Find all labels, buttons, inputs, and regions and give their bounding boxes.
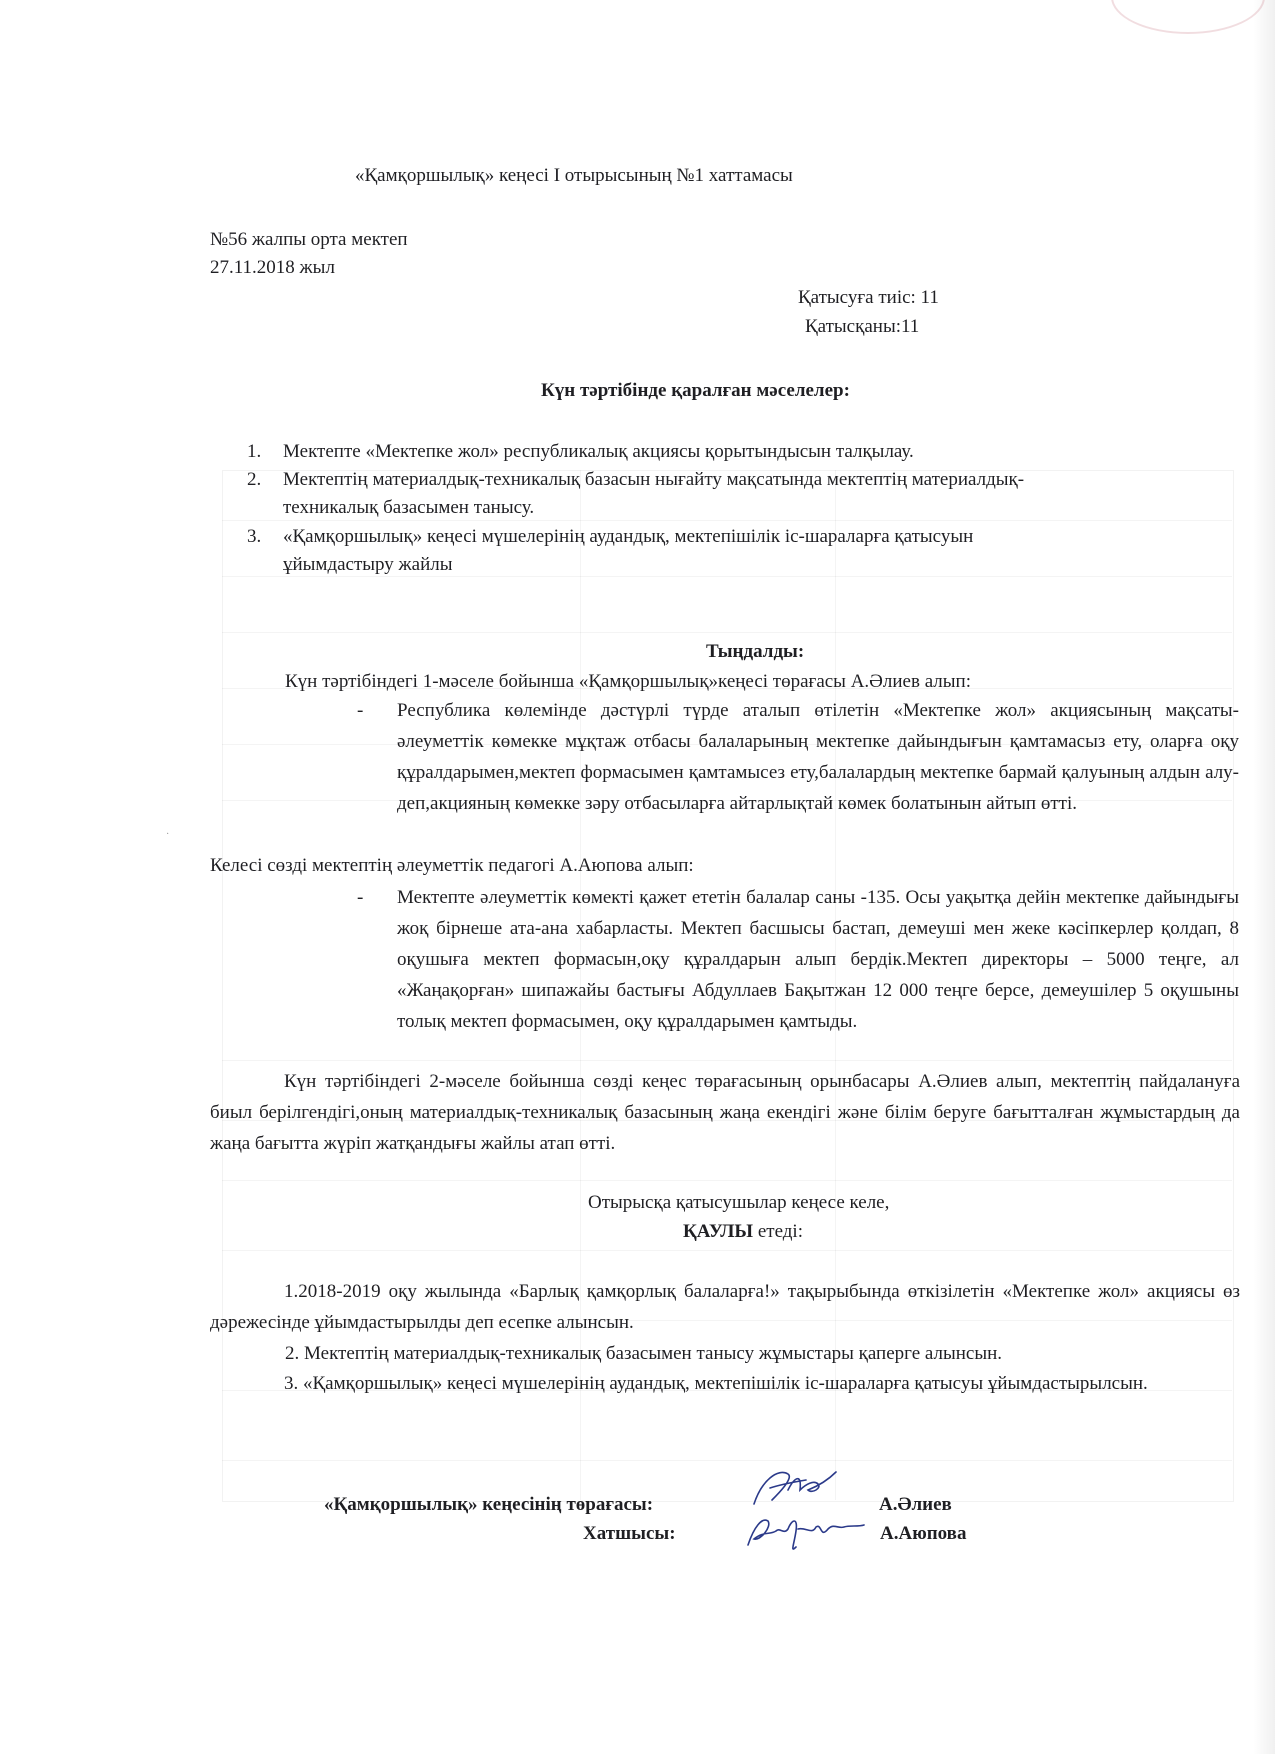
meeting-date: 27.11.2018 жыл: [210, 257, 335, 278]
agenda-item-text: Мектепте «Мектепке жол» республикалық акциясы қорытындысын талқылау.: [283, 441, 914, 462]
heard-heading: Тыңдалды:: [706, 641, 805, 662]
resolution-heading: [683, 1217, 803, 1247]
attendance-expected: Қатысуға тиіс: 11: [798, 287, 939, 308]
agenda-item-number: 3.: [247, 526, 262, 547]
heard-bullet-2: Мектепте әлеуметтік көмекті қажет ететін балалар саны -135. Осы уақытқа дейін мектепке дайындығы жоқ бірнеше ата-ана хабарласты. Мектеп басшысы бастап, демеуші мен жеке кәсіпкерлер қолдап, 8 оқушыға мектеп формасын,оқу құралдарын алып бердік.Мектеп директоры – 5000 теңге, ал «Жаңақорған» шипажайы бастығы Абдуллаев Бақытжан 12 000 теңге берсе, демеушілер 5 оқушыны толық мектеп формасымен, оқу құралдарымен қамтыды.: [397, 887, 1239, 1032]
attendance-present: Қатысқаны:11: [805, 316, 920, 337]
agenda-item-number: 1.: [247, 441, 262, 462]
resolution-item-2: 2. Мектептің материалдық-техникалық базасымен танысу жұмыстары қаперге алынсын.: [285, 1343, 1003, 1364]
secretary-label: Хатшысы:: [583, 1523, 676, 1544]
bullet-dash: -: [357, 887, 364, 908]
agenda-item-text: «Қамқоршылық» кеңесі мүшелерінің аудандық, мектепішілік іс-шараларға қатысуын: [283, 526, 974, 547]
agenda-item-number: 2.: [247, 469, 262, 490]
resolution-item-1: 1.2018-2019 оқу жылында «Барлық қамқорлық балаларға!» тақырыбында өткізілетін «Мектепке жол» акциясы өз дәрежесінде ұйымдастырылды деп есепке алынсын.: [210, 1281, 1240, 1333]
heard-intro-1: Күн тәртібіндегі 1-мәселе бойынша «Қамқоршылық»кеңесі төрағасы А.Әлиев алып:: [285, 671, 971, 692]
resolution-intro: Отырысқа қатысушылар кеңесе келе,: [588, 1192, 890, 1213]
scan-edge: [1253, 0, 1275, 1754]
chair-label: «Қамқоршылық» кеңесінің төрағасы:: [324, 1494, 654, 1515]
resolution-keyword-tail: етеді:: [753, 1221, 803, 1242]
agenda-item-text: ұйымдастыру жайлы: [283, 554, 453, 575]
resolution-keyword: ҚАУЛЫ: [683, 1221, 754, 1242]
secretary-signature: [740, 1505, 870, 1560]
scan-stamp-mark: [1111, 0, 1265, 34]
resolution-item-3: 3. «Қамқоршылық» кеңесі мүшелерінің аудандық, мектепішілік іс-шараларға қатысуы ұйымдастырылсын.: [284, 1373, 1148, 1394]
heard-bullet-1: Республика көлемінде дәстүрлі түрде аталып өтілетін «Мектепке жол» акциясының мақсаты- әлеуметтік көмекке мұқтаж отбасы балаларының мектепке дайындығын қамтамасыз ету, оларға оқу құралдарымен,мектеп формасымен қамтамысез ету,балалардың мектепке бармай қалуының алдын алу-деп,акцияның көмекке зәру отбасыларға айтарлықтай көмек болатынын айтып өтті.: [397, 700, 1239, 814]
bullet-dash: -: [357, 700, 364, 721]
chair-name: А.Әлиев: [879, 1494, 952, 1515]
school-name: №56 жалпы орта мектеп: [210, 229, 408, 250]
heard-paragraph-2: Күн тәртібіндегі 2-мәселе бойынша сөзді кеңес төрағасының орынбасары А.Әлиев алып, мектептің пайдалануға биыл берілгендігі,оның материалдық-техникалық базасының жаңа екендігі және білім беруге бағытталған жұмыстардың да жаңа бағытта жүріп жатқандығы жайлы атап өтті.: [210, 1071, 1240, 1154]
heard-intro-2: Келесі сөзді мектептің әлеуметтік педагогі А.Аюпова алып:: [210, 855, 694, 876]
agenda-heading: Күн тәртібінде қаралған мәселелер:: [541, 380, 850, 401]
scan-dot: ·: [166, 829, 170, 840]
secretary-name: А.Аюпова: [880, 1523, 967, 1544]
agenda-item-text: техникалық базасымен танысу.: [283, 497, 535, 518]
document-title: «Қамқоршылық» кеңесі І отырысының №1 хаттамасы: [355, 165, 793, 186]
agenda-item-text: Мектептің материалдық-техникалық базасын нығайту мақсатында мектептің материалдық-: [283, 469, 1025, 490]
